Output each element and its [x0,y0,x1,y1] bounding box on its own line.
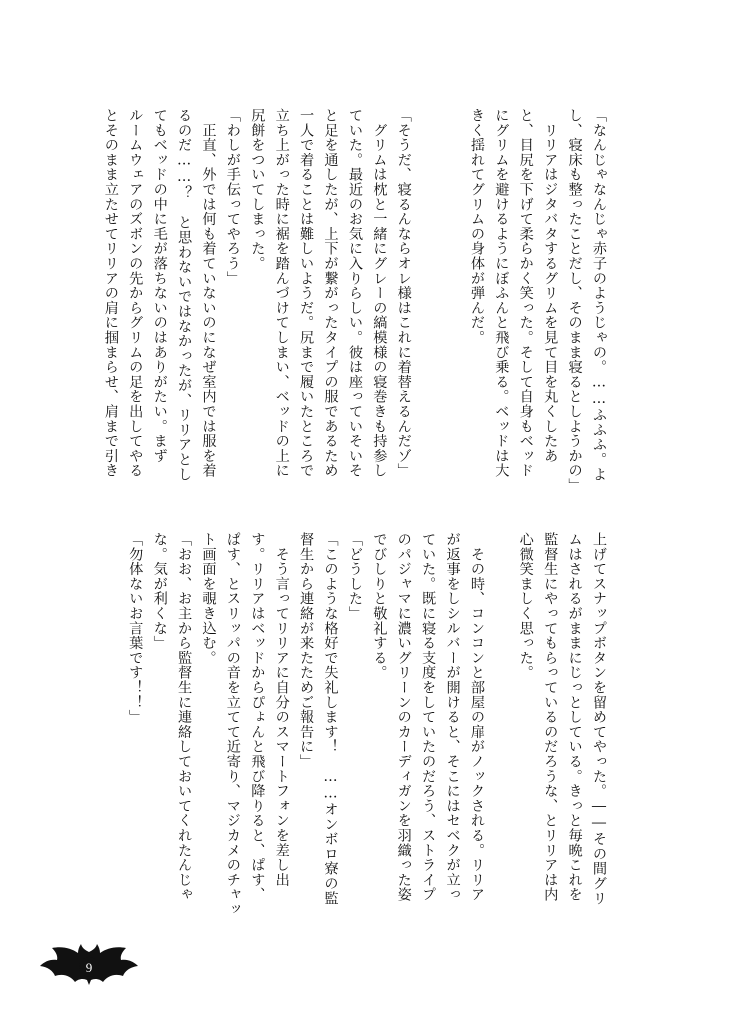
upper-text-line: るのだ……？ と思わないではなかったが、リリアとし [176,108,193,482]
upper-text-line [440,108,464,508]
lower-text-line: 監督生にやってもらっているのだろうな、とリリアは内 [542,532,559,902]
lower-text-line: 「勿体ないお言葉です！！」 [127,532,144,725]
lower-text-line: ていた。既に寝る支度をしていたのだろう、ストライプ [420,532,437,902]
lower-text-line: のパジャマに濃いグリーンのカーディガンを羽織った姿 [395,532,412,902]
upper-text-line: し、寝床も整ったことだし、そのまま寝るとしようかの」 [566,108,583,493]
upper-text-line: きく揺れてグリムの身体が弾んだ。 [468,108,485,345]
text-block-lower [123,532,611,932]
lower-text-line: ぱす、とスリッパの音を立てて近寄り、マジカメのチャッ [224,532,241,917]
upper-text-line: 「わしが手伝ってやろう」 [224,108,241,286]
lower-text-line: な。気が利くな」 [151,532,168,651]
lower-text-line: ト画面を覗き込む。 [200,532,217,666]
upper-text-line: とそのまま立たせてリリアの肩に掴まらせ、肩まで引き [102,108,119,478]
upper-text-line: ルームウェアのズボンの先からグリムの足を出してやる [127,108,144,478]
lower-text-line: 「おお、お主から監督生に連絡しておいてくれたんじゃ [176,532,193,902]
page-number: 9 [85,960,93,975]
upper-text-line: と、目尻を下げて柔らかく笑った。そして自身もベッド [517,108,534,478]
lower-text-line: 「どうした」 [346,532,363,621]
upper-text-line: リリアはジタバタするグリムを見て目を丸くしたあ [542,108,559,464]
lower-text-line: が返事をしシルバーが開けると、そこにはセベクが立っ [444,532,461,902]
text-block-upper [98,108,611,508]
lower-text-line: でびしりと敬礼する。 [371,532,388,680]
upper-text-line: てもベッドの中に毛が落ちないのはありがたい。まず [151,108,168,464]
lower-text-line [489,532,513,932]
upper-text-line: 一人で着ることは難しいようだ。尻まで履いたところで [298,108,315,478]
bat-icon [38,938,140,998]
lower-text-line: 「このような格好で失礼します！ ……オンボロ寮の監 [322,532,339,906]
upper-text-line: ていた。最近のお気に入りらしい。彼は座っていそいそ [346,108,363,478]
upper-text-line [416,108,440,508]
lower-text-line: その時、コンコンと部屋の扉がノックされる。リリア [468,532,485,902]
upper-text-line: にグリムを避けるようにぼふんと飛び乗る。ベッドは大 [493,108,510,478]
upper-text-line: と足を通したが、上下が繋がったタイプの服であるため [322,108,339,478]
page-number-badge [38,938,140,998]
upper-text-line: 立ち上がった時に裾を踏んづけてしまい、ベッドの上に [273,108,290,478]
lower-text-line: 上げてスナップボタンを留めてやった。――その間グリ [591,532,607,906]
upper-text-line: 尻餅をついてしまった。 [249,108,266,271]
upper-text-line: 正直、外では何も着ていないのになぜ室内では服を着 [200,108,217,478]
upper-text-line: グリムは枕と一緒にグレーの縞模様の寝巻きも持参し [371,108,388,478]
lower-text-line: 督生から連絡が来たためご報告に」 [298,532,315,769]
lower-text-line: そう言ってリリアに自分のスマートフォンを差し出 [273,532,290,888]
lower-text-line: ムはされるがままにじっとしている。きっと毎晩これを [566,532,583,902]
upper-text-line: 「なんじゃなんじゃ赤子のようじゃの。……ふふふ。よ [591,108,607,482]
lower-text-line: 心微笑ましく思った。 [517,532,534,680]
upper-text-line: 「そうだ、寝るんならオレ様はこれに着替えるんだゾ」 [395,108,412,478]
lower-text-line: す。リリアはベッドからぴょんと飛び降りると、ぱす、 [249,532,266,902]
